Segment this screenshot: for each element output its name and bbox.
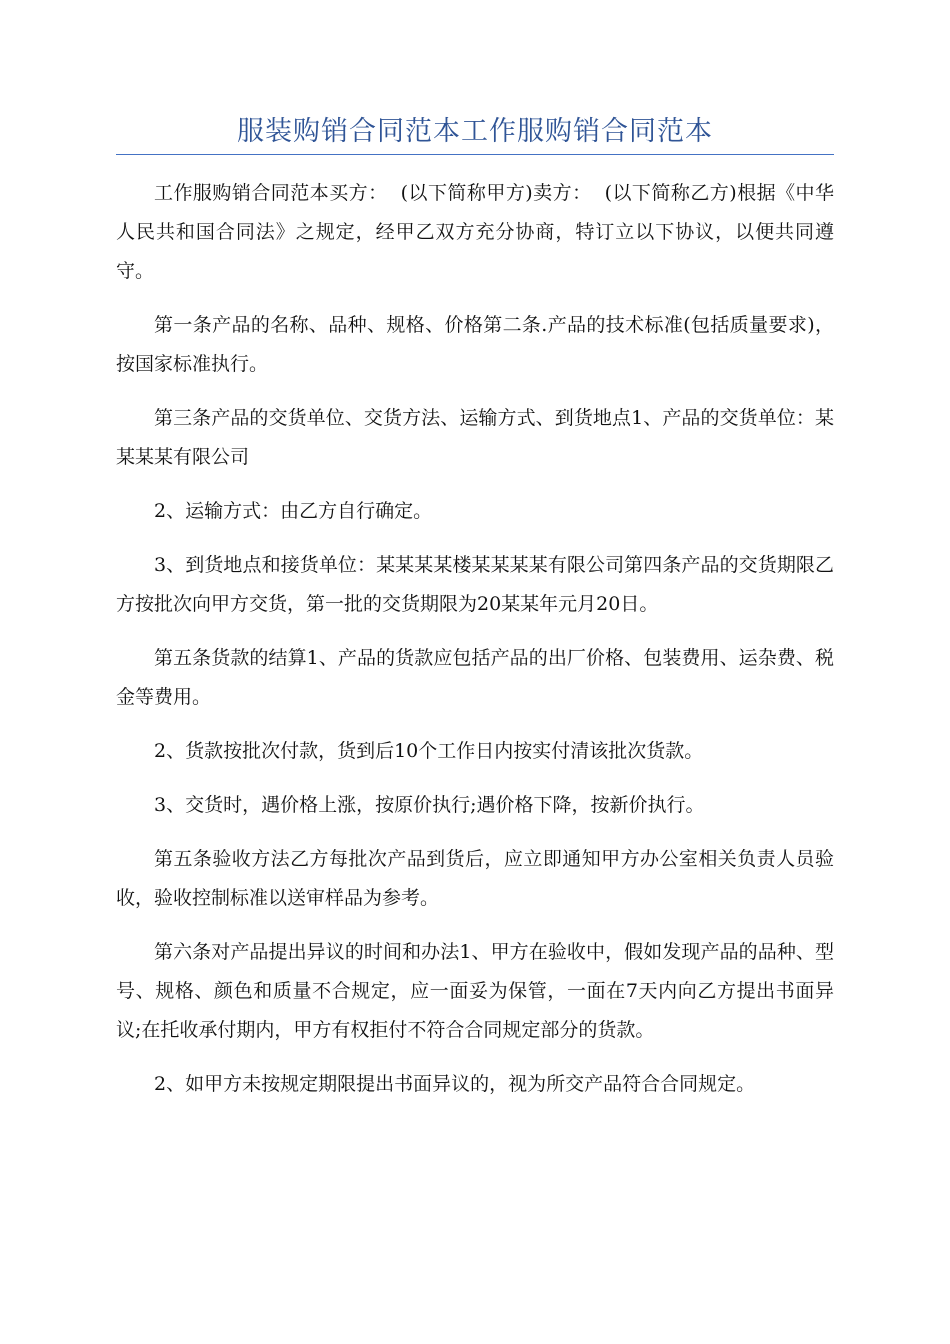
paragraph-intro: 工作服购销合同范本买方： (以下简称甲方)卖方： (以下简称乙方)根据《中华人民共和国合同法》之规定，经甲乙双方充分协商，特订立以下协议，以便共同遵守。 — [116, 182, 834, 282]
paragraph-article-5-settlement: 第五条货款的结算1、产品的货款应包括产品的出厂价格、包装费用、运杂费、税金等费用。 — [116, 647, 834, 708]
paragraph-transport: 2、运输方式：由乙方自行确定。 — [154, 500, 433, 522]
document-title: 服装购销合同范本工作服购销合同范本 — [237, 116, 713, 147]
paragraph-price-change: 3、交货时，遇价格上涨，按原价执行;遇价格下降，按新价执行。 — [154, 794, 705, 816]
paragraph-payment: 2、货款按批次付款，货到后10个工作日内按实付清该批次货款。 — [154, 740, 704, 762]
paragraph-article-1-2: 第一条产品的名称、品种、规格、价格第二条.产品的技术标准(包括质量要求)，按国家标准执行。 — [116, 314, 834, 375]
paragraph-article-3: 第三条产品的交货单位、交货方法、运输方式、到货地点1、产品的交货单位：某某某某有限公司 — [116, 407, 834, 468]
paragraph-article-6-objection: 第六条对产品提出异议的时间和办法1、甲方在验收中，假如发现产品的品种、型号、规格、颜色和质量不合规定，应一面妥为保管，一面在7天内向乙方提出书面异议;在托收承付期内，甲方有权拒付不符合合同规定部分的货款。 — [116, 941, 834, 1041]
document-body — [116, 174, 834, 1119]
paragraph-delivery-place: 3、到货地点和接货单位：某某某某楼某某某某有限公司第四条产品的交货期限乙方按批次向甲方交货，第一批的交货期限为20某某年元月20日。 — [116, 554, 834, 615]
title-underline — [116, 154, 834, 155]
paragraph-acceptance: 第五条验收方法乙方每批次产品到货后，应立即通知甲方办公室相关负责人员验收，验收控制标准以送审样品为参考。 — [116, 848, 834, 909]
paragraph-objection-deadline: 2、如甲方未按规定期限提出书面异议的，视为所交产品符合合同规定。 — [154, 1073, 756, 1095]
